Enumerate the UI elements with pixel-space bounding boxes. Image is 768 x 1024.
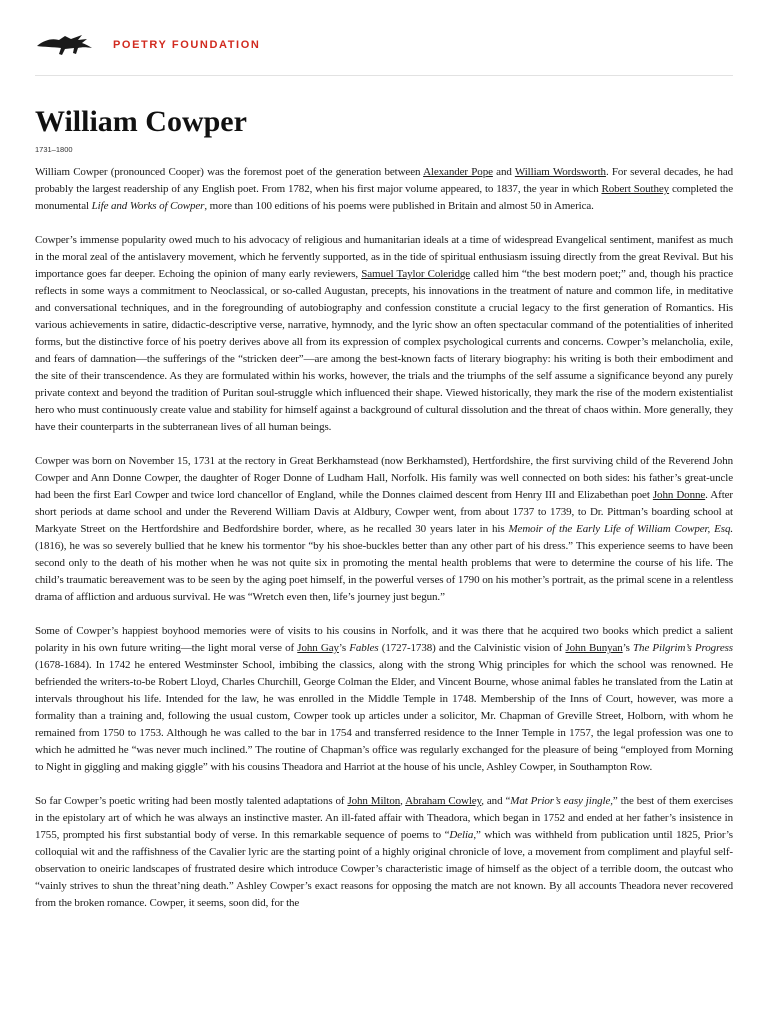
poet-link[interactable]: John Donne [652, 489, 706, 501]
article-paragraph: William Cowper (pronounced Cooper) was the foremost poet of the generation between Alexander Pope and William Wordsworth. For several decades, he had probably the largest readership of any English poet. From 1782, when his first major volume appeared, to 1837, the year in which Robert Southey completed the monumental Life and Works of Cowper, more than 100 editions of his poems were published in Britain and almost 50 in America. [35, 166, 734, 212]
poet-link[interactable]: Robert Southey [601, 183, 670, 195]
brand-name: POETRY FOUNDATION [113, 39, 261, 51]
article-paragraph: Cowper’s immense popularity owed much to his advocacy of religious and humanitarian ideals at a time of widespread Evangelical sentiment, manifest as much in the moral zeal of the antislavery movement, which he fervently supported, as in the tide of spiritual enthusiasm issuing directly from the great Revival. But his importance goes far deeper. Echoing the opinion of many early reviewers, Samuel Taylor Coleridge called him “the best modern poet;” and, though his practice reflects in some ways a commitment to Neoclassical, or so-called Augustan, precepts, his innovations in the treatment of nature and common life, in meditative and conversational techniques, and in the foregrounding of autobiography and confession constitute a crucial legacy to the first generation of Romantics. His various achievements in satire, didactic-descriptive verse, narrative, hymnody, and the lyric show an often spectacular command of the potentialities of inherited forms, but the distinctive force of his poetry derives above all from its expression of complex psychological currents and concerns. Cowper’s melancholia, exile, and fears of damnation—the sufferings of the “stricken deer”—are among the best-known facts of literary biography: his writing is both their embodiment and the site of their transcendence. As they are formulated within his works, however, the trials and the triumphs of the self assume a significance beyond any purely private context and beyond the tradition of Puritan soul-struggle which influenced their shape. Viewed historically, they mark the rise of the modern existentialist hero who must continuously create value and stability for himself against a background of cultural dissolution and the threat of chaos within. More generally, they have their counterparts in the subterranean lives of all human beings. [35, 234, 733, 433]
biography-article [35, 164, 733, 912]
poet-link[interactable]: John Milton [347, 795, 401, 807]
work-title: Memoir of the Early Life of William Cowper, Esq. [508, 523, 733, 535]
work-title: Mat Prior’s easy jingle, [510, 795, 613, 807]
work-title: Delia [449, 829, 474, 841]
poet-dates: 1731–1800 [35, 145, 73, 154]
poet-link[interactable]: Alexander Pope [423, 166, 493, 178]
poet-link[interactable]: William Wordsworth [514, 166, 606, 178]
poet-link[interactable]: John Gay [297, 642, 339, 654]
page-title: William Cowper [35, 105, 247, 138]
pegasus-logo-icon [35, 34, 93, 56]
header-divider [35, 75, 733, 76]
work-title: Life and Works of Cowper [91, 200, 205, 212]
poet-link[interactable]: John Bunyan [565, 642, 623, 654]
logo-link[interactable] [35, 34, 260, 56]
article-paragraph: Some of Cowper’s happiest boyhood memories were of visits to his cousins in Norfolk, and it was there that he acquired two books which predict a salient polarity in his own future writing—the light moral verse of John Gay’s Fables (1727-1738) and the Calvinistic vision of John Bunyan’s The Pilgrim’s Progress (1678-1684). In 1742 he entered Westminster School, imbibing the classics, along with the strong Whig principles for which the school was renowned. He befriended the writers-to-be Robert Lloyd, Charles Churchill, George Colman the Elder, and Vincent Bourne, whose animal fables he translated from the Latin at intervals throughout his life. Intended for the law, he was enrolled in the Middle Temple in 1748. Membership of the Inns of Court, however, was more a formality than a training and, following the usual custom, Cowper took up articles under a solicitor, Mr. Chapman of Greville Street, Holborn, with whom he remained from 1750 to 1753. Although he was called to the bar in 1754 and transferred residence to the Inner Temple in 1757, the legal profession was one to which he admitted he “was never much inclined.” The routine of Chapman’s office was regularly exchanged for the pleasure of being “employed from Morning to Night in giggling and making giggle” with his cousins Theadora and Harriot at the house of his uncle, Ashley Cowper, in Southampton Row. [35, 625, 733, 773]
work-title: Fables [349, 642, 379, 654]
article-paragraph: Cowper was born on November 15, 1731 at the rectory in Great Berkhamstead (now Berkhamsted), Hertfordshire, the first surviving child of the Reverend John Cowper and Ann Donne Cowper, the daughter of Roger Donne of Ludham Hall, Norfolk. His family was well connected on both sides: his father’s great-uncle had been the first Earl Cowper and twice lord chancellor of England, while the Donnes claimed descent from Henry III and Elizabethan poet John Donne. After short periods at dame school and under the Reverend William Davis at Aldbury, Cowper went, from about 1737 to 1739, to Dr. Pittman’s boarding school at Markyate Street on the Hertfordshire and Bedfordshire border, where, as he recalled 30 years later in his Memoir of the Early Life of William Cowper, Esq. (1816), he was so severely bullied that he knew his tormentor “by his shoe-buckles better than any other part of his dress.” This experience seems to have been second only to the death of his mother when he was not quite six in promoting the mental health problems that were to determine the course of his life. The child’s traumatic bereavement was to be seen by the aging poet himself, in the powerful verses of 1790 on his mother’s portrait, as the primal scene in a relentless drama of affliction and arduous survival. He was “Wretch even then, life’s journey just begun.” [35, 455, 733, 603]
poet-link[interactable]: Samuel Taylor Coleridge [361, 268, 471, 280]
article-paragraph: So far Cowper’s poetic writing had been mostly talented adaptations of John Milton, Abraham Cowley, and “Mat Prior’s easy jingle,” the best of them exercises in the epistolary art of which he was always an instinctive master. An ill-fated affair with Theadora, which began in 1752 and ended at her father’s insistence in 1755, prompted his first substantial body of verse. In this remarkable sequence of poems to “Delia,” which was withheld from publication until 1825, Prior’s colloquial wit and the raffishness of the Cavalier lyric are the starting point of a highly original chronicle of love, a movement from compliment and playful self-observation to oneiric landscapes of frustrated desire which introduce Cowper’s characteristic image of himself as the object of a terrible doom, the outcast who “vainly strives to shun the threat’ning death.” Ashley Cowper’s exact reasons for opposing the match are not known. By all accounts Theadora never recovered from the broken romance. Cowper, it seems, soon did, for the [35, 795, 733, 909]
poet-link[interactable]: Abraham Cowley [405, 795, 482, 807]
work-title: The Pilgrim’s Progress [633, 642, 733, 654]
site-header [0, 0, 768, 76]
